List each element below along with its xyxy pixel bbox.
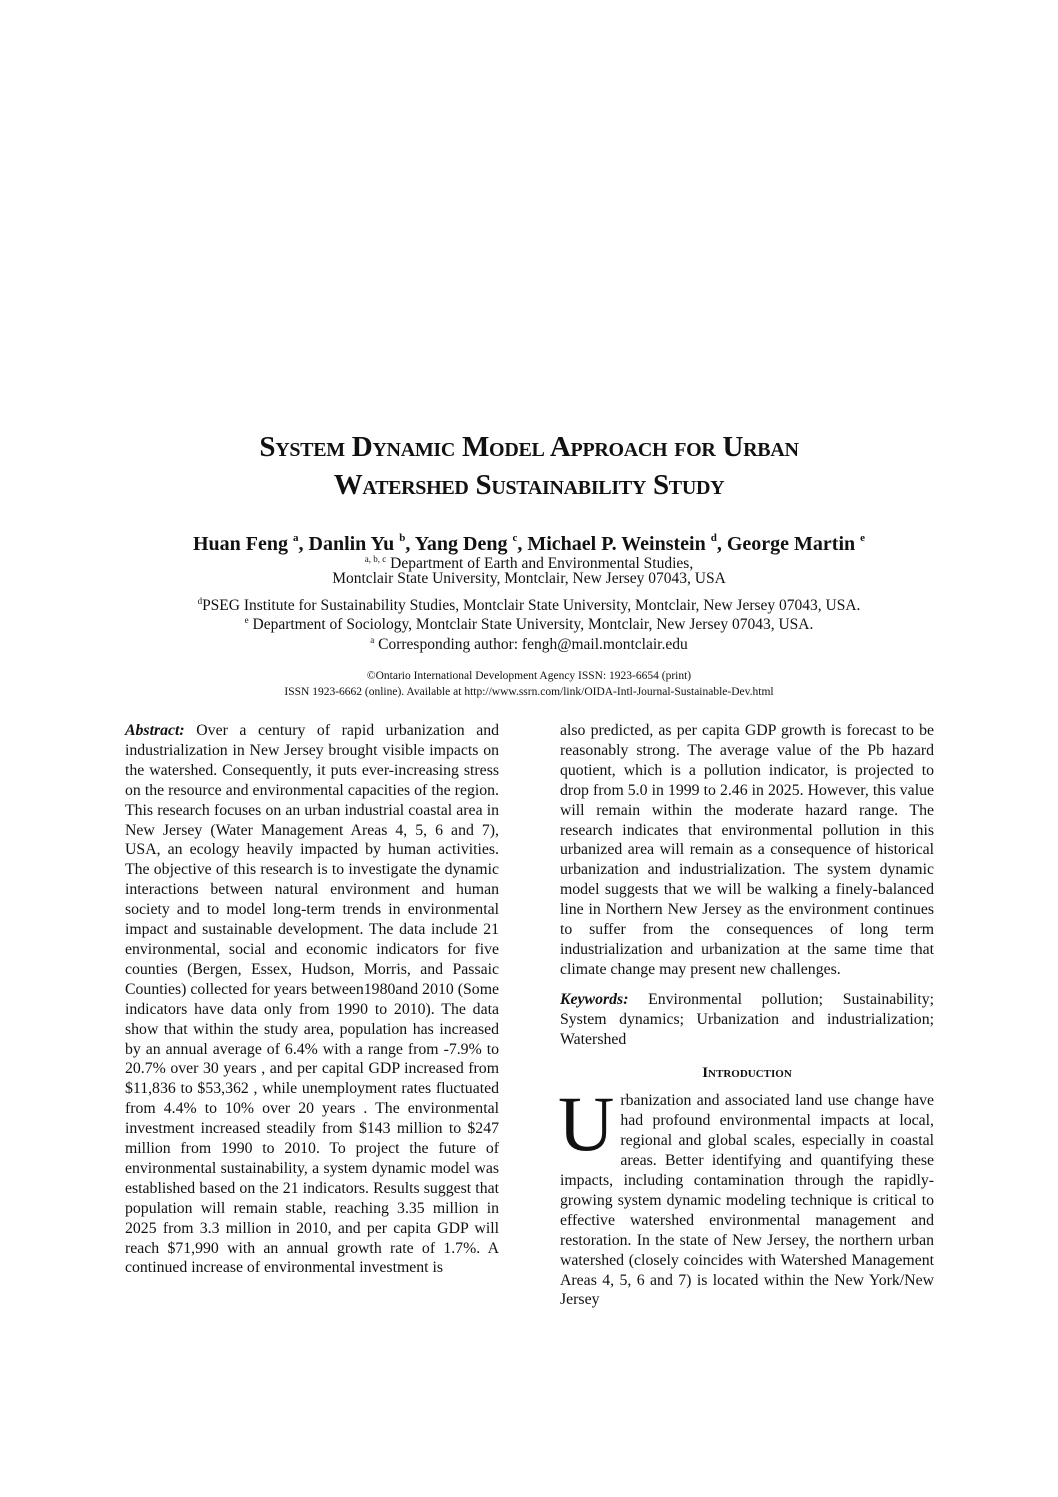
right-column xyxy=(560,721,934,1310)
keywords-label: Keywords: xyxy=(560,990,629,1008)
author: Huan Feng $^a$ xyxy=(192,532,299,555)
author: Yang Deng $^c$ xyxy=(414,532,518,555)
author: George Martin $^e$ xyxy=(726,532,866,555)
abstract-continued: also predicted, as per capita GDP growth is forecast to be reasonably strong. The average value of the Pb hazard quotient, which is a pollution indicator, is projected to drop from 5.0 in 1999 to 2.46 in 2025. However, this value will remain within the moderate hazard range. The research indicates that environmental pollution in this urbanized area will remain as a consequence of historical urbanization and industrialization. The system dynamic model suggests that we will be walking a finely-balanced line in Northern New Jersey as the environment continues to suffer from the consequences of long term industrialization and urbanization at the same time that climate change may present new challenges. xyxy=(560,722,934,978)
issn-line: ISSN 1923-6662 (online). Available at http://www.ssrn.com/link/OIDA-Intl-Journal-Sustainable-Dev.html xyxy=(284,686,774,698)
copyright-line: ©Ontario International Development Agency ISSN: 1923-6654 (print) xyxy=(366,670,692,682)
keywords xyxy=(560,990,934,1050)
title-line-1: System Dynamic Model Approach for Urban xyxy=(259,431,799,463)
abstract-label: Abstract: xyxy=(125,722,185,739)
affiliation: $^e$ Department of Sociology, Montclair State University, Montclair, New Jersey 07043, USA. xyxy=(244,615,814,633)
keywords-text: Environmental pollution; Sustainability; System dynamics; Urbanization and industrialization; Watershed xyxy=(560,990,934,1048)
drop-cap: U xyxy=(558,1080,615,1168)
abstract-text: Over a century of rapid urbanization and industrialization in New Jersey brought visible impacts on the watershed. Consequently, it puts ever-increasing stress on the resource and environmental capacities of the region. This research focuses on an urban industrial coastal area in New Jersey (Water Management Areas 4, 5, 6 and 7), USA, an ecology heavily impacted by human activities. The objective of this research is to investigate the dynamic interactions between natural environment and human society and to model long-term trends in environmental impact and sustainable development. The data include 21 environmental, social and economic indicators for five counties (Bergen, Essex, Hudson, Morris, and Passaic Counties) collected for years between1980and 2010 (Some indicators have data only from 1990 to 2010). The data show that within the study area, population has increased by an annual average of 6.4% with a range from -7.9% to 20.7% over 30 years , and per capital GDP increased from $11,836 to $53,362 , while unemployment rates fluctuated from 4.4% to 10% over 20 years . The environmental investment increased steadily from $143 million to $247 million from 1990 to 2010. To project the future of environmental sustainability, a system dynamic model was established based on the 21 indicators. Results suggest that population will remain stable, reaching 3.35 million in 2025 from 3.3 million in 2010, and per capita GDP will reach $71,990 with an annual growth rate of 1.7%. A continued increase of environmental investment is xyxy=(125,722,500,1277)
left-column xyxy=(125,721,499,1278)
author: Danlin Yu $^b$ xyxy=(308,532,406,555)
author-list: Huan Feng $^a$, Danlin Yu $^b$, Yang Deng $^c$, Michael P. Weinstein $^d$, George Martin $^e$ xyxy=(192,532,866,555)
corresponding-author: $^a$ Corresponding author: fengh@mail.montclair.edu xyxy=(370,635,688,653)
title-line-2: Watershed Sustainability Study xyxy=(333,469,725,501)
abstract xyxy=(125,721,499,1278)
introduction-heading: Introduction xyxy=(702,1064,792,1081)
affiliation: $^{a, b, c}$ Department of Earth and Environmental Studies, xyxy=(364,554,694,572)
affiliation: $^d$PSEG Institute for Sustainability Studies, Montclair State University, Montclair, New Jersey 07043, USA. xyxy=(197,596,861,614)
affiliation: Montclair State University, Montclair, New Jersey 07043, USA xyxy=(332,570,726,587)
introduction-text: Urbanization and associated land use change have had profound environmental impacts at local, regional and global scales, especially in coastal areas. Better identifying and quantifying these impacts, including contamination through the rapidly-growing system dynamic modeling technique is critical to effective watershed environmental management and restoration. In the state of New Jersey, the northern urban watershed (closely coincides with Watershed Management Areas 4, 5, 6 and 7) is located within the New York/New Jersey xyxy=(558,1080,934,1309)
paper-title xyxy=(0,428,1058,504)
author: Michael P. Weinstein $^d$ xyxy=(527,532,717,555)
